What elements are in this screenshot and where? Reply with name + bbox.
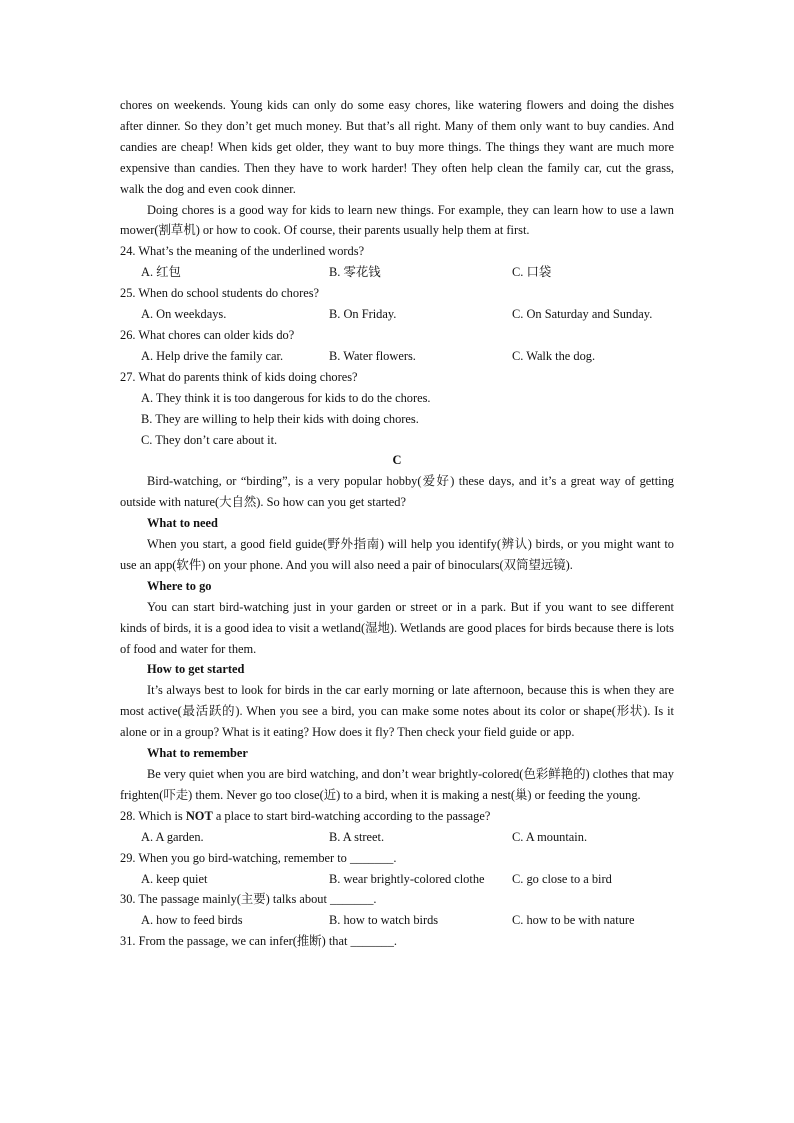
option-a: A. They think it is too dangerous for kids to do the chores. [141,390,431,405]
question-28-suffix: a place to start bird-watching according to the passage? [212,808,491,823]
section-text: Be very quiet when you are bird watching, and don’t wear brightly-colored(色彩鲜艳的) clothes that may frighten(吓走) them. Never go too close(近) to a bird, when it is making a nest(巢) or feeding the young. [120,767,674,802]
section-text: It’s always best to look for birds in the car early morning or late afternoon, because this is when they are most active(最活跃的). When you see a bird, you can make some notes about its color or shape(形状). Is it alone or in a group? What is it eating? How does it fly? Then check your field guide or app. [120,683,674,740]
option-c: C. go close to a bird [512,871,612,886]
option-c: C. Walk the dog. [512,348,596,363]
option-c: C. On Saturday and Sunday. [512,307,653,322]
option-b: B. A street. [329,829,385,844]
question-26-options [120,346,674,367]
question-29: 29. When you go bird-watching, remember to _______. [120,850,397,865]
option-c: C. 口袋 [512,265,552,280]
option-b: B. They are willing to help their kids with doing chores. [141,411,419,426]
question-24: 24. What’s the meaning of the underlined words? [120,244,365,259]
question-28-emphasis: NOT [185,808,213,823]
option-a: A. how to feed birds [141,913,243,928]
section-heading: How to get started [147,662,245,677]
section-c-label: C [392,453,402,468]
question-26: 26. What chores can older kids do? [120,327,295,342]
passage-b-paragraph-1: chores on weekends. Young kids can only do some easy chores, like watering flowers and doing the dishes after dinner. So they don’t get much money. But that’s all right. Many of them only want to buy candies. And candies are cheap! When kids get older, they want to buy more things. The things they want are much more expensive than candies. Then they have to work harder! They often help clean the family car, cut the grass, walk the dog and even cook dinner. [120,98,674,196]
section-heading: Where to go [147,578,212,593]
question-28-prefix: 28. Which is [120,808,186,823]
option-c: C. A mountain. [512,829,588,844]
question-28-options [120,827,674,848]
section-heading: What to need [147,516,218,531]
exam-page [120,95,674,952]
question-30-options [120,910,674,931]
option-b: B. Water flowers. [329,348,416,363]
question-25-options [120,304,674,325]
option-b: B. wear brightly-colored clothe [329,871,485,886]
option-a: A. Help drive the family car. [141,348,284,363]
option-a: A. 红包 [141,265,181,280]
question-27: 27. What do parents think of kids doing chores? [120,369,358,384]
passage-c-intro: Bird-watching, or “birding”, is a very popular hobby(爱好) these days, and it’s a great way of getting outside with nature(大自然). So how can you get started? [120,474,674,510]
question-25: 25. When do school students do chores? [120,286,320,301]
option-a: A. On weekdays. [141,307,227,322]
section-text: When you start, a good field guide(野外指南) will help you identify(辨认) birds, or you might want to use an app(软件) on your phone. And you will also need a pair of binoculars(双筒望远镜). [120,537,674,572]
question-29-options [120,869,674,890]
question-30: 30. The passage mainly(主要) talks about _______. [120,892,377,907]
question-28 [120,806,674,827]
option-a: A. keep quiet [141,871,208,886]
question-31: 31. From the passage, we can infer(推断) that _______. [120,934,397,949]
section-heading: What to remember [147,746,248,761]
option-c: C. how to be with nature [512,913,635,928]
option-b: B. 零花钱 [329,265,381,280]
option-c: C. They don’t care about it. [141,432,278,447]
passage-b-paragraph-2: Doing chores is a good way for kids to learn new things. For example, they can learn how to use a lawn mower(割草机) or how to cook. Of course, their parents usually help them at first. [120,202,674,238]
question-24-options [120,262,674,283]
option-b: B. On Friday. [329,307,397,322]
section-text: You can start bird-watching just in your garden or street or in a park. But if you want to see different kinds of birds, it is a good idea to visit a wetland(湿地). Wetlands are good places for birds because there is lots of food and water for them. [120,599,674,656]
option-a: A. A garden. [141,829,204,844]
option-b: B. how to watch birds [329,913,439,928]
